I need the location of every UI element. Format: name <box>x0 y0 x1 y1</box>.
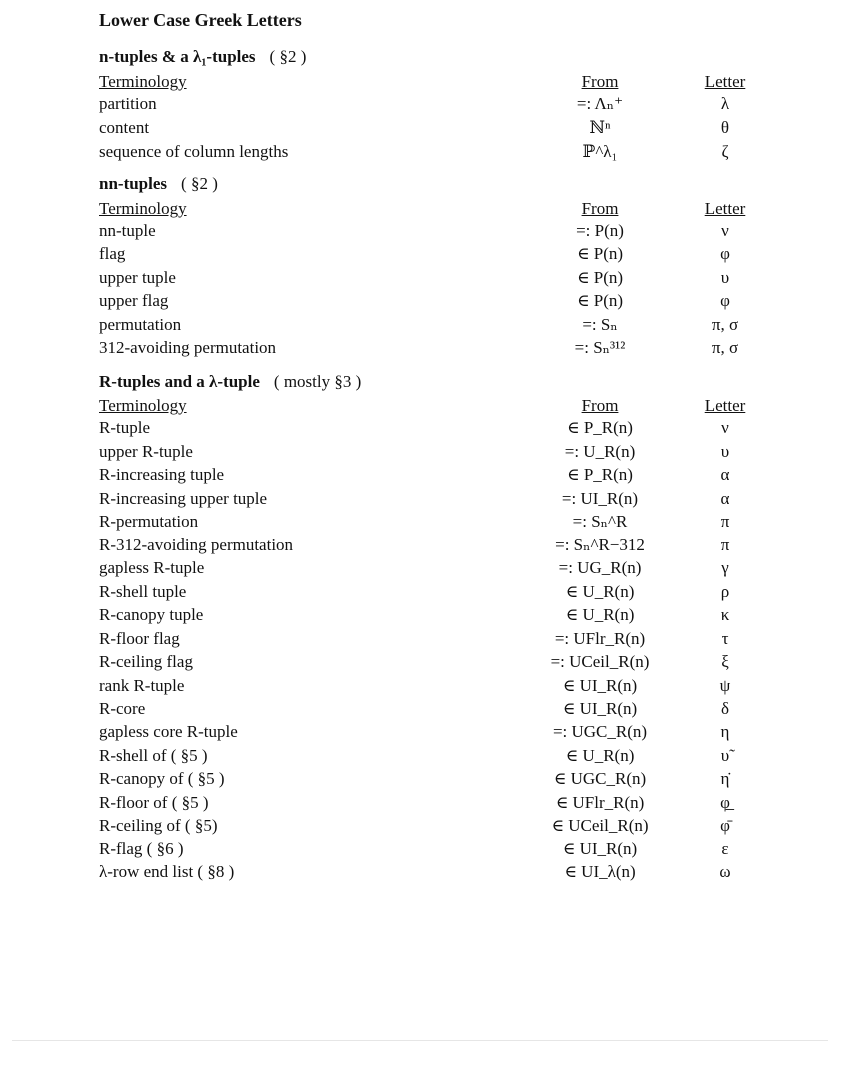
letter-cell: υ̃ <box>720 746 730 765</box>
letter-cell: θ <box>720 118 730 137</box>
term-cell: upper R-tuple <box>99 442 193 461</box>
term-cell: R-shell of ( §5 ) <box>99 746 208 765</box>
section-note: ( §2 ) <box>269 47 307 66</box>
letter-cell: φ̄ <box>720 816 730 835</box>
from-cell: ∈ P(n) <box>576 291 624 310</box>
term-cell: R-tuple <box>99 418 150 437</box>
from-cell: =: UI_R(n) <box>561 489 639 508</box>
column-header-row <box>0 197 842 220</box>
from-cell: ∈ P(n) <box>576 244 624 263</box>
letter-cell: π, σ <box>711 338 739 357</box>
term-cell: upper tuple <box>99 268 176 287</box>
term-cell: R-canopy tuple <box>99 605 204 624</box>
table-row <box>0 837 842 860</box>
table-row <box>0 487 842 510</box>
table-row <box>0 744 842 767</box>
table-row <box>0 533 842 556</box>
from-cell: =: P(n) <box>576 221 624 240</box>
letter-cell: φ <box>720 244 730 263</box>
table-row <box>0 289 842 312</box>
letter-cell: υ <box>720 442 730 461</box>
section-title: n-tuples & a λ₁-tuples <box>99 47 256 66</box>
from-header: From <box>581 199 619 218</box>
from-cell: ∈ UCeil_R(n) <box>551 816 649 835</box>
table-row <box>0 603 842 626</box>
from-header: From <box>581 72 619 91</box>
from-cell: =: UGC_R(n) <box>552 722 648 741</box>
terminology-header: Terminology <box>99 72 187 91</box>
table-row <box>0 860 842 883</box>
term-cell: R-floor flag <box>99 629 180 648</box>
table-row <box>0 720 842 743</box>
terminology-header: Terminology <box>99 396 187 415</box>
from-cell: ∈ P(n) <box>576 268 624 287</box>
term-cell: rank R-tuple <box>99 676 185 695</box>
from-cell: ∈ UI_R(n) <box>562 699 638 718</box>
letter-cell: α <box>720 489 730 508</box>
letter-header: Letter <box>704 199 746 218</box>
section-title: nn-tuples <box>99 174 168 193</box>
table-row <box>0 242 842 265</box>
table-row <box>0 556 842 579</box>
table-row <box>0 116 842 139</box>
table-row <box>0 580 842 603</box>
section-note: ( §2 ) <box>181 174 218 193</box>
letter-cell: α <box>720 465 730 484</box>
table-row <box>0 674 842 697</box>
table-row <box>0 814 842 837</box>
term-cell: upper flag <box>99 291 169 310</box>
term-cell: R-ceiling flag <box>99 652 193 671</box>
section-heading <box>0 172 842 195</box>
table-row <box>0 440 842 463</box>
from-cell: =: Sₙ <box>582 315 618 334</box>
table-row <box>0 510 842 533</box>
term-cell: R-floor of ( §5 ) <box>99 793 209 812</box>
term-cell: R-flag ( §6 ) <box>99 839 184 858</box>
table-row <box>0 767 842 790</box>
term-cell: R-canopy of ( §5 ) <box>99 769 225 788</box>
term-cell: R-core <box>99 699 146 718</box>
from-cell: ∈ UFlr_R(n) <box>555 793 645 812</box>
term-cell: R-ceiling of ( §5) <box>99 816 218 835</box>
section-note: ( mostly §3 ) <box>273 372 362 391</box>
term-cell: partition <box>99 94 157 113</box>
term-cell: R-increasing tuple <box>99 465 225 484</box>
from-cell: =: Sₙ³¹² <box>574 338 626 357</box>
section-heading <box>0 370 842 393</box>
table-row <box>0 416 842 439</box>
letter-header: Letter <box>704 396 746 415</box>
letter-cell: γ <box>721 558 729 577</box>
from-cell: ∈ P_R(n) <box>567 465 633 484</box>
letter-cell: ω <box>719 862 731 881</box>
letter-cell: ρ <box>720 582 730 601</box>
scan-edge-divider <box>12 1040 828 1041</box>
from-cell: ∈ U_R(n) <box>565 746 635 765</box>
table-row <box>0 92 842 115</box>
term-cell: R-shell tuple <box>99 582 187 601</box>
term-cell: gapless core R-tuple <box>99 722 238 741</box>
column-header-row <box>0 394 842 417</box>
table-row <box>0 336 842 359</box>
letter-cell: λ <box>720 94 730 113</box>
table-row <box>0 219 842 242</box>
letter-cell: τ <box>721 629 729 648</box>
page-title: Lower Case Greek Letters <box>99 10 302 30</box>
term-cell: gapless R-tuple <box>99 558 205 577</box>
letter-cell: ξ <box>721 652 729 671</box>
letter-cell: ε <box>721 839 729 858</box>
section-heading <box>0 45 842 68</box>
from-cell: ∈ UGC_R(n) <box>553 769 647 788</box>
letter-cell: ζ <box>721 142 729 161</box>
letter-cell: η̇ <box>720 769 730 788</box>
term-cell: permutation <box>99 315 182 334</box>
letter-cell: ν <box>721 418 729 437</box>
letter-cell: η <box>720 722 730 741</box>
from-cell: =: UG_R(n) <box>558 558 642 577</box>
from-cell: ∈ P_R(n) <box>567 418 633 437</box>
from-header: From <box>581 396 619 415</box>
letter-header: Letter <box>704 72 746 91</box>
term-cell: flag <box>99 244 126 263</box>
column-header-row <box>0 70 842 93</box>
letter-cell: π <box>720 512 730 531</box>
table-row <box>0 697 842 720</box>
from-cell: =: Sₙ^R <box>572 512 628 531</box>
letter-cell: υ <box>720 268 730 287</box>
term-cell: content <box>99 118 150 137</box>
term-cell: R-increasing upper tuple <box>99 489 268 508</box>
table-row <box>0 140 842 163</box>
from-cell: ∈ UI_λ(n) <box>564 862 636 881</box>
letter-cell: π <box>720 535 730 554</box>
table-row <box>0 266 842 289</box>
from-cell: =: Λₙ⁺ <box>576 94 624 113</box>
from-cell: ℙ^λ₁ <box>582 142 618 161</box>
term-cell: λ-row end list ( §8 ) <box>99 862 235 881</box>
letter-cell: π, σ <box>711 315 739 334</box>
table-row <box>0 791 842 814</box>
from-cell: =: UFlr_R(n) <box>554 629 646 648</box>
letter-cell: κ <box>720 605 730 624</box>
letter-cell: δ <box>720 699 729 718</box>
from-cell: =: UCeil_R(n) <box>550 652 650 671</box>
table-row <box>0 650 842 673</box>
table-row <box>0 313 842 336</box>
from-cell: ∈ U_R(n) <box>565 605 635 624</box>
from-cell: ∈ UI_R(n) <box>562 839 638 858</box>
term-cell: nn-tuple <box>99 221 156 240</box>
term-cell: R-permutation <box>99 512 199 531</box>
term-cell: sequence of column lengths <box>99 142 289 161</box>
from-cell: ℕⁿ <box>589 118 611 137</box>
from-cell: ∈ UI_R(n) <box>562 676 638 695</box>
table-row <box>0 627 842 650</box>
term-cell: 312-avoiding permutation <box>99 338 277 357</box>
terminology-header: Terminology <box>99 199 187 218</box>
table-row <box>0 463 842 486</box>
letter-cell: ψ <box>719 676 731 695</box>
from-cell: =: Sₙ^R−312 <box>555 535 645 554</box>
letter-cell: φ <box>720 291 730 310</box>
section-title: R-tuples and a λ-tuple <box>99 372 260 391</box>
term-cell: R-312-avoiding permutation <box>99 535 294 554</box>
from-cell: =: U_R(n) <box>564 442 636 461</box>
letter-cell: φ̲ <box>720 793 730 812</box>
from-cell: ∈ U_R(n) <box>565 582 635 601</box>
letter-cell: ν <box>721 221 729 240</box>
